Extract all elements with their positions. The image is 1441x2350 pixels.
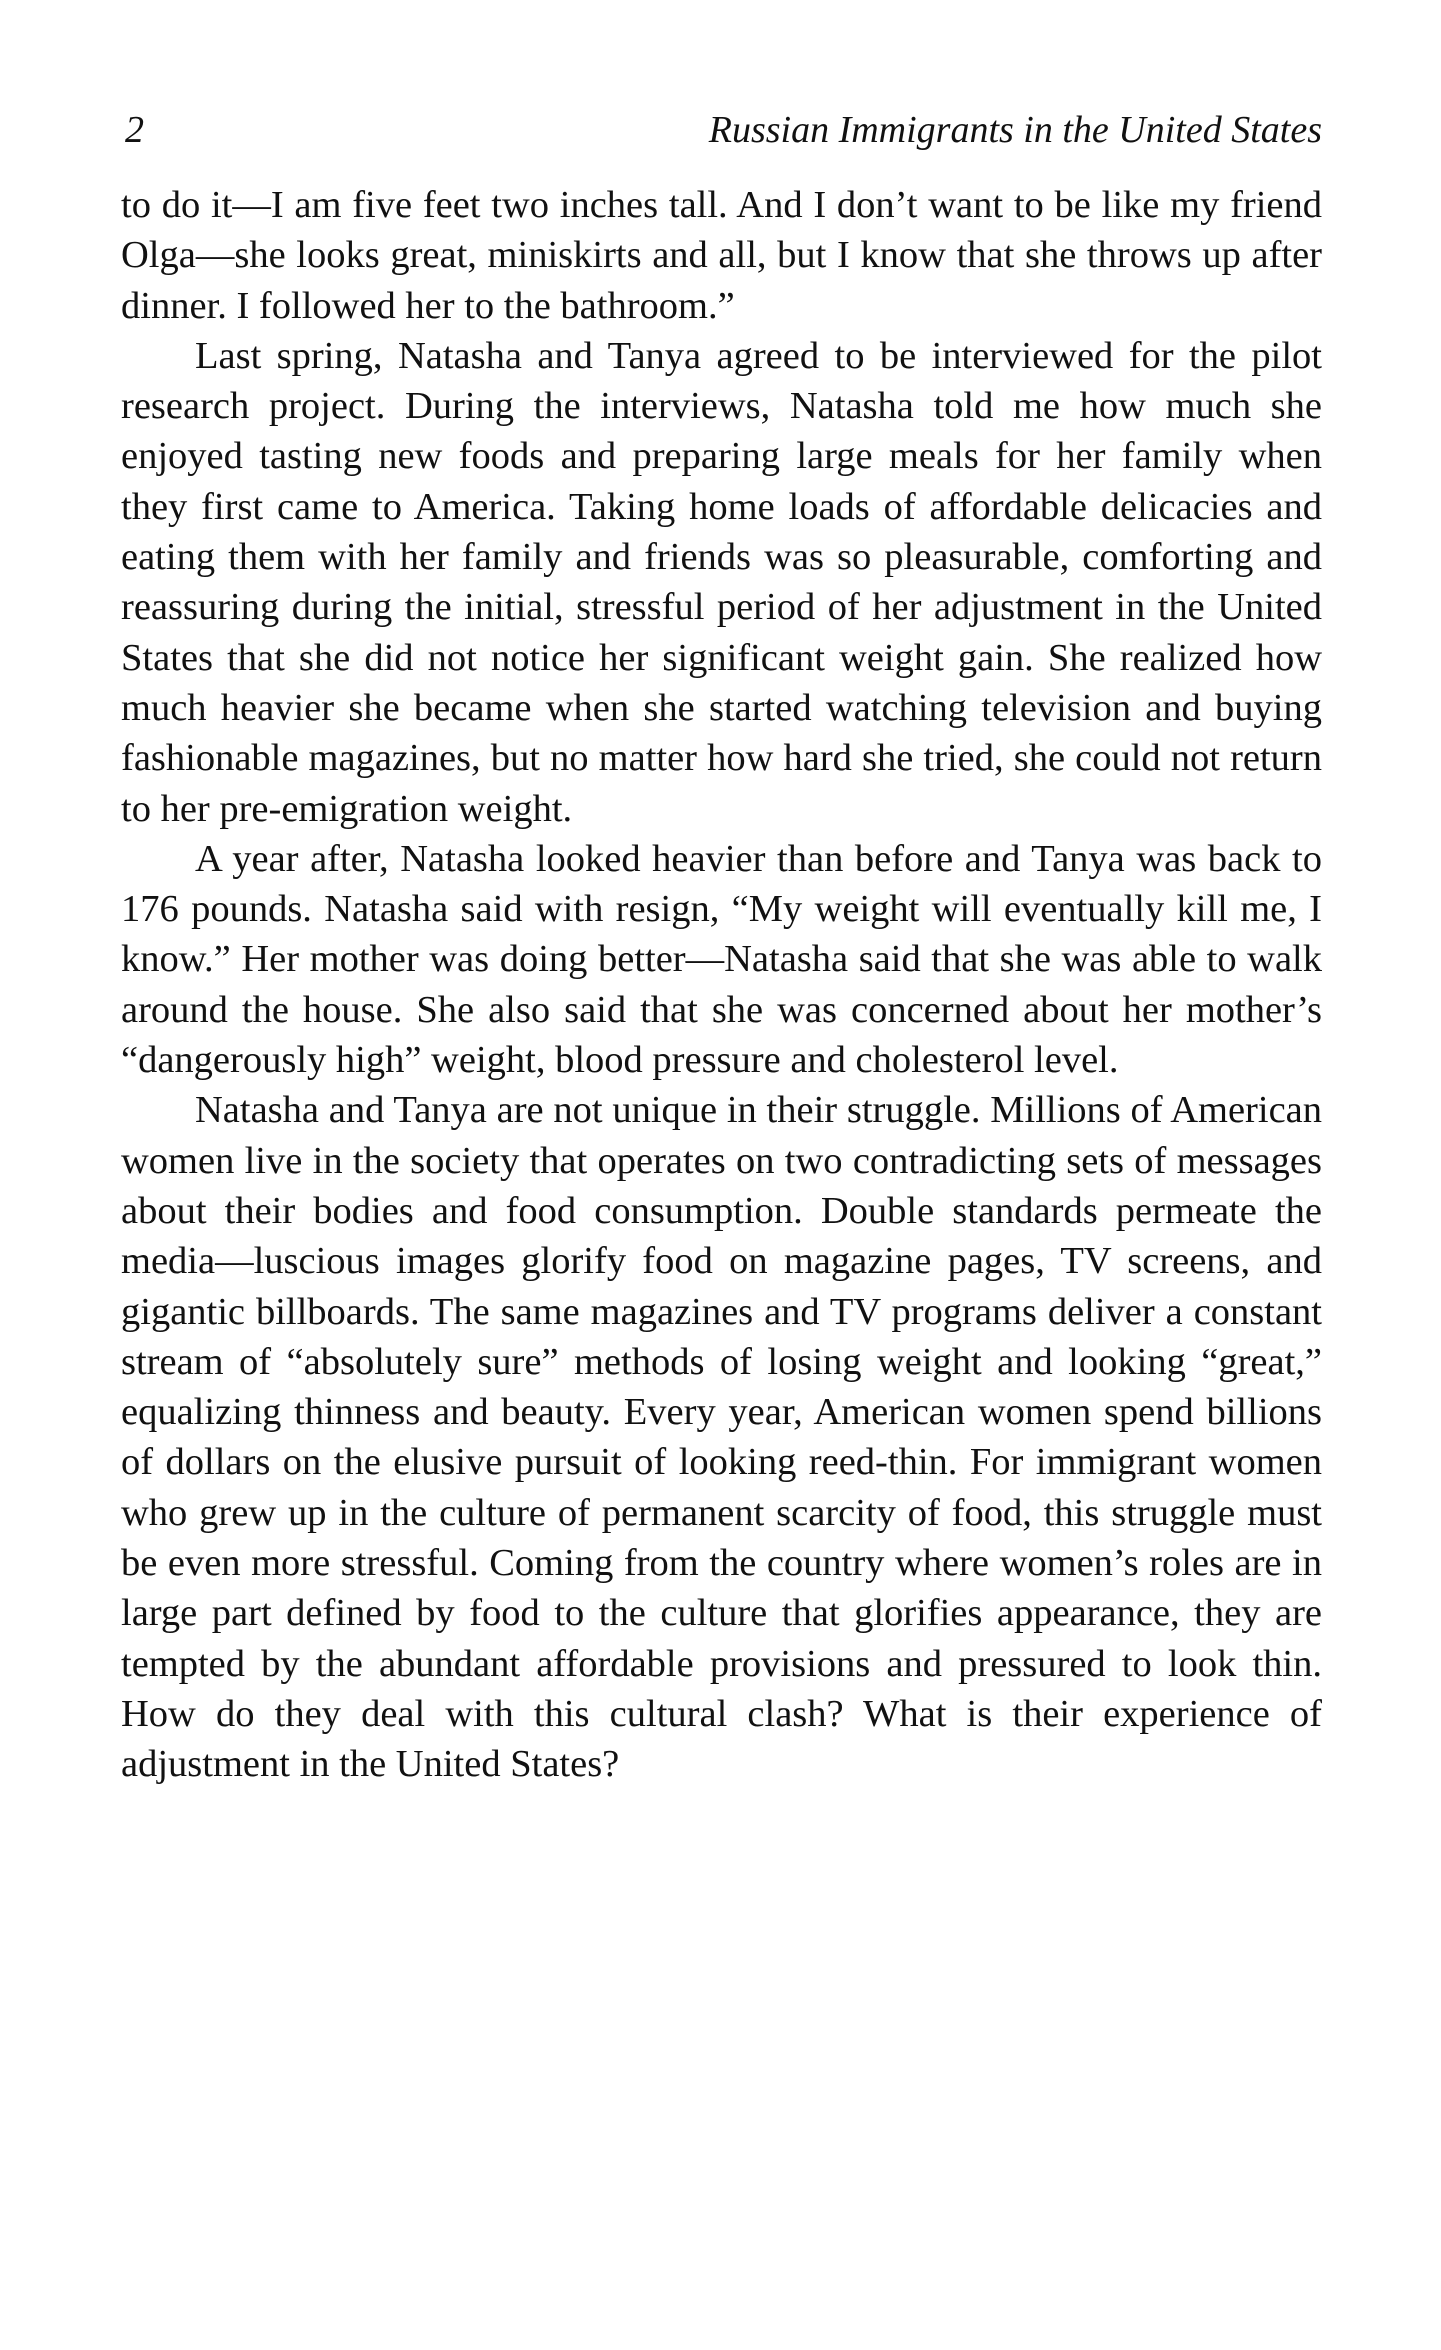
body-text [121, 180, 1322, 1790]
paragraph-continued: to do it—I am five feet two inches tall. And I don’t want to be like my friend Olga—she looks great, miniskirts and all, but I know that she throws up after dinner. I followed her to the bathroom.” [121, 184, 1322, 327]
paragraph-year-after: A year after, Natasha looked heavier than before and Tanya was back to 176 pounds. Natasha said with resign, “My weight will eventually kill me, I know.” Her mother was doing better—Natasha said that she was able to walk around the house. She also said that she was concerned about her mother’s “dangerously high” weight, blood pressure and cholesterol level. [121, 837, 1322, 1082]
paragraph-pilot-research: Last spring, Natasha and Tanya agreed to be interviewed for the pilot research project. During the interviews, Natasha told me how much she enjoyed tasting new foods and preparing large meals for her family when they first came to America. Taking home loads of affordable delicacies and eating them with her family and friends was so pleasurable, comforting and reassuring during the initial, stressful period of her adjustment in the United States that she did not notice her significant weight gain. She realized how much heavier she became when she started watching television and buying fashionable magazines, but no matter how hard she tried, she could not return to her pre-emigration weight. [121, 334, 1322, 830]
page-number: 2 [125, 109, 144, 151]
running-title: Russian Immigrants in the United States [708, 109, 1322, 151]
book-page [121, 100, 1322, 1790]
paragraph-not-unique: Natasha and Tanya are not unique in their struggle. Millions of American women live in the society that operates on two contradicting sets of messages about their bodies and food consumption. Double standards permeate the media—luscious images glorify food on magazine pages, TV screens, and gigantic billboards. The same magazines and TV programs deliver a constant stream of “absolutely sure” methods of losing weight and looking “great,” equalizing thinness and beauty. Every year, American women spend billions of dollars on the elusive pursuit of looking reed-thin. For immigrant women who grew up in the culture of permanent scarcity of food, this struggle must be even more stressful. Coming from the country where women’s roles are in large part defined by food to the culture that glorifies appearance, they are tempted by the abundant affordable provisions and pressured to look thin. How do they deal with this cultural clash? What is their experience of adjustment in the United States? [121, 1089, 1322, 1786]
running-head [121, 100, 1322, 160]
